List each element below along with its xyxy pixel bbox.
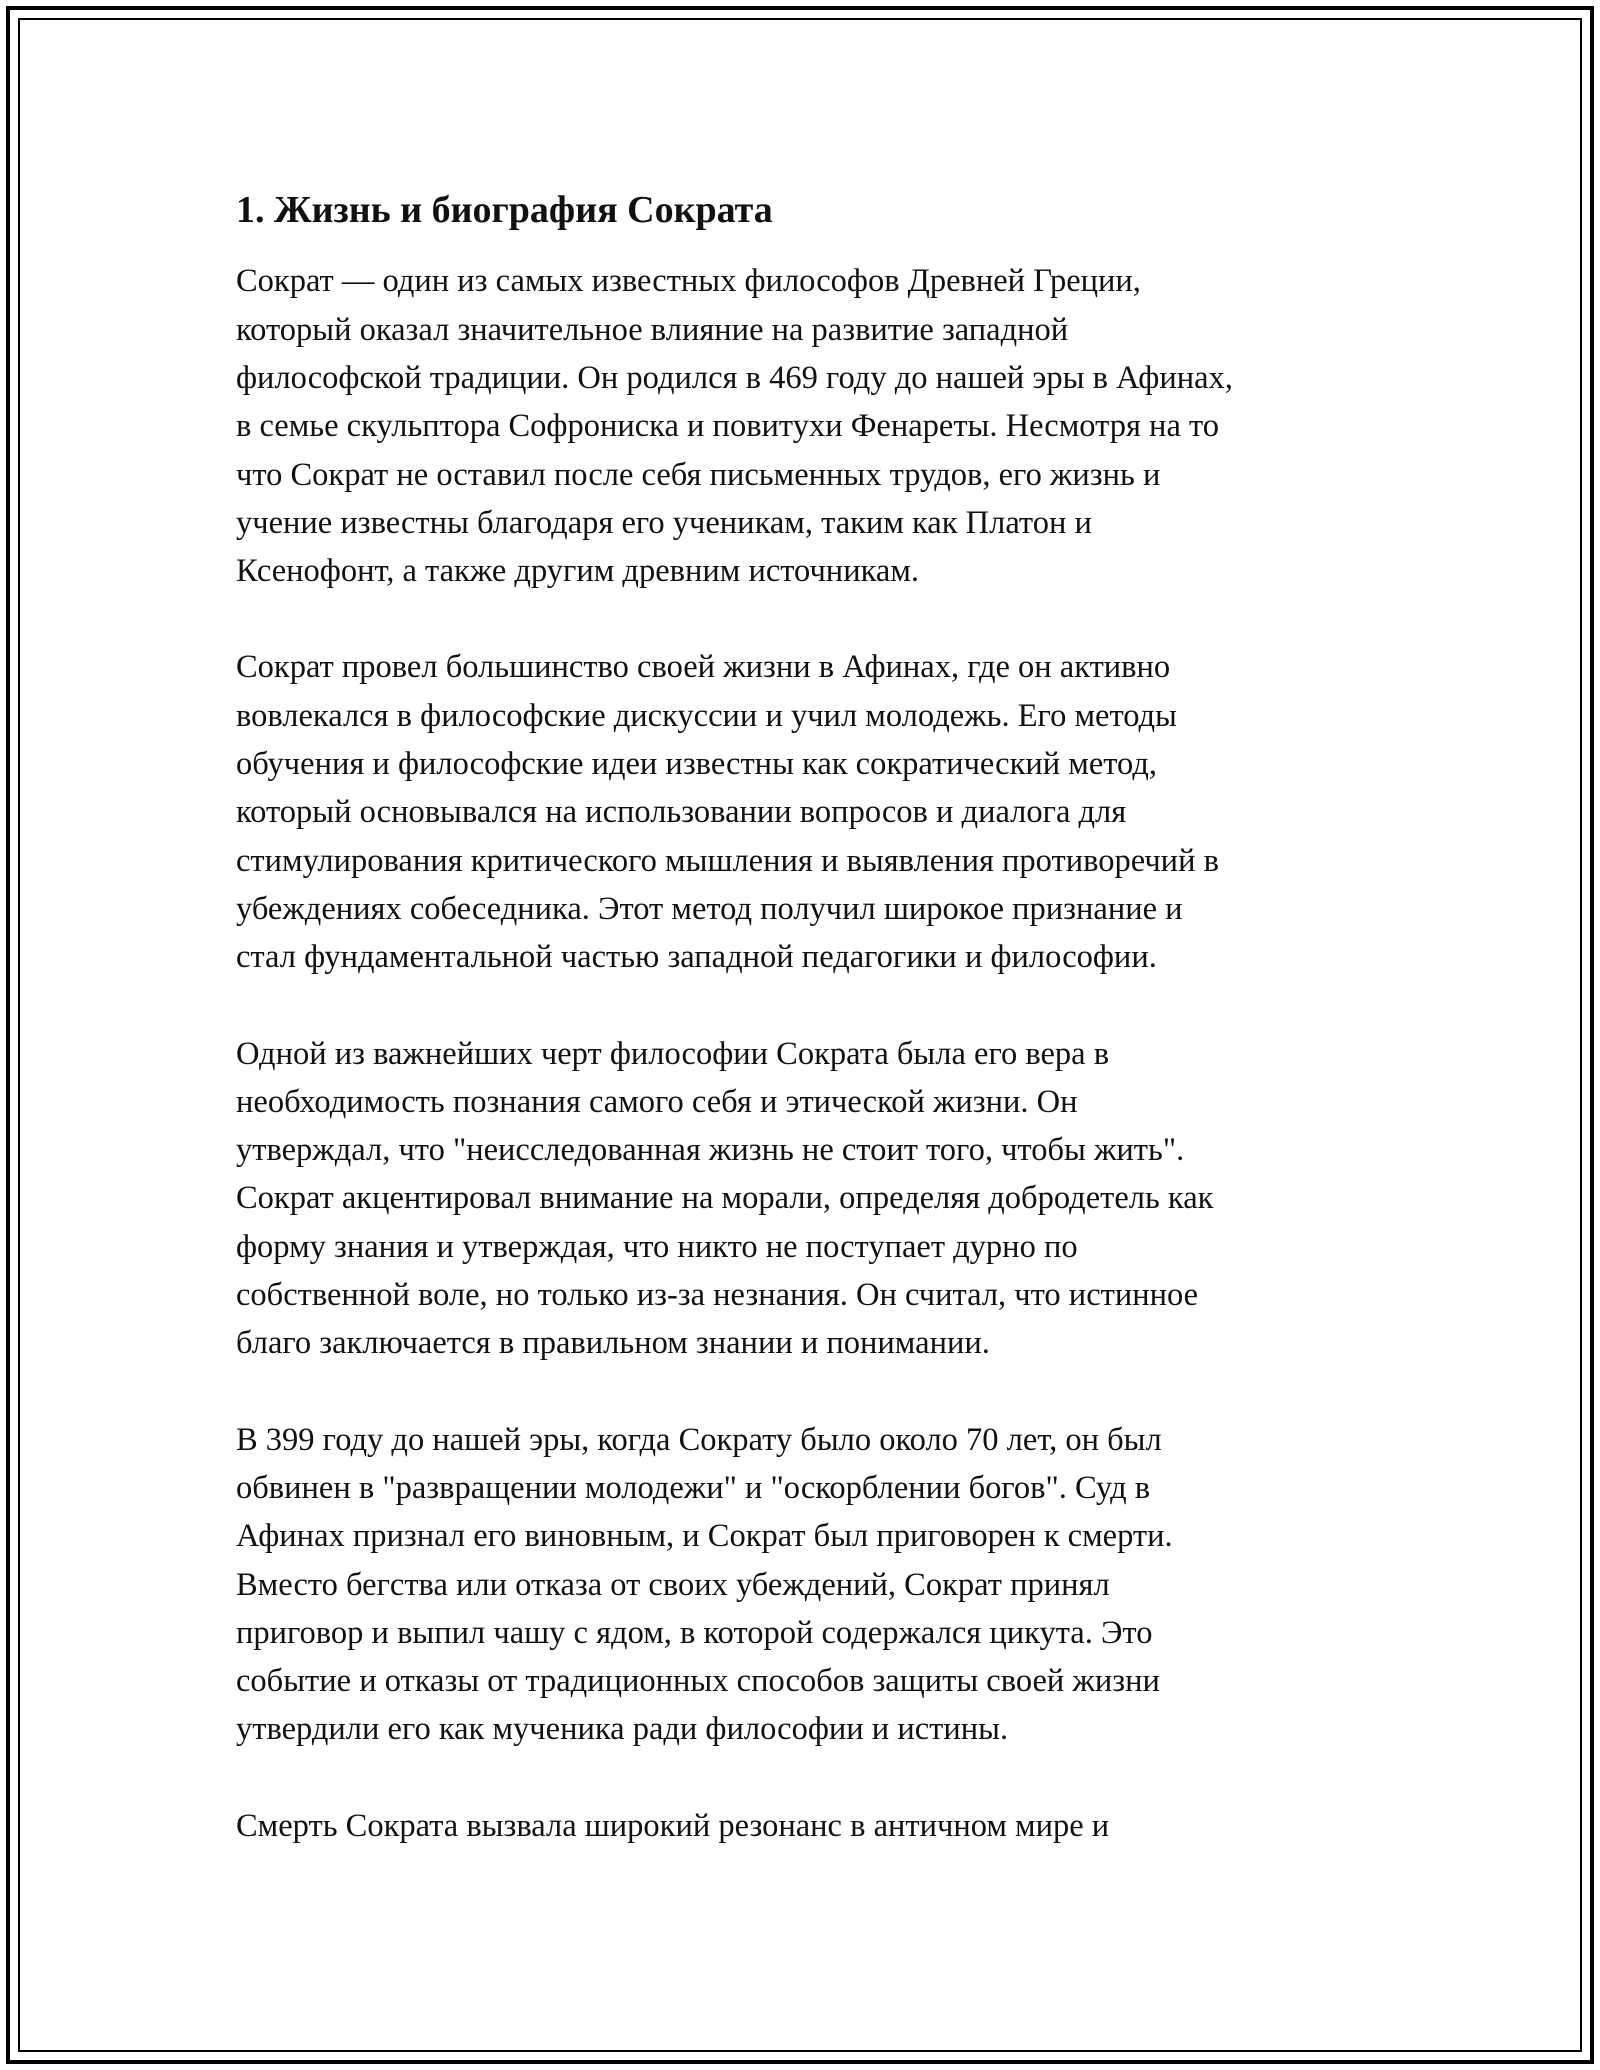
paragraph-4: В 399 году до нашей эры, когда Сократу было около 70 лет, он был обвинен в "развращении молодежи" и "оскорблении богов". Суд в Афинах признал его виновным, и Сократ был приговорен к смерти. Вместо бегства или отказа от своих убеждений, Сократ принял приговор и выпил чашу с ядом, в которой содержался цикута. Это событие и отказы от традиционных способов защиты своей жизни утвердили его как мученика ради философии и истины. bbox=[236, 1421, 1173, 1748]
paragraph-5: Смерть Сократа вызвала широкий резонанс в античном мире и bbox=[236, 1807, 1110, 1844]
paragraph-2: Сократ провел большинство своей жизни в Афинах, где он активно вовлекался в философские дискуссии и учил молодежь. Его методы обучения и философские идеи известны как сократический метод, который основывался на использовании вопросов и диалога для стимулирования критического мышления и выявления противоречий в убеждениях собеседника. Этот метод получил широкое признание и стал фундаментальной частью западной педагогики и философии. bbox=[236, 649, 1219, 976]
section-heading: 1. Жизнь и биография Сократа bbox=[236, 189, 773, 231]
paragraph-1: Сократ — один из самых известных философов Древней Греции, который оказал значительное влияние на развитие западной философской традиции. Он родился в 469 году до нашей эры в Афинах, в семье скульптора Софрониска и повитухи Фенареты. Несмотря на то что Сократ не оставил после себя письменных трудов, его жизнь и учение известны благодаря его ученикам, таким как Платон и Ксенофонт, а также другим древним источникам. bbox=[236, 263, 1233, 590]
paragraph-3: Одной из важнейших черт философии Сократа была его вера в необходимость познания самого себя и этической жизни. Он утверждал, что "неисследованная жизнь не стоит того, чтобы жить". Сократ акцентировал внимание на морали, определяя добродетель как форму знания и утверждая, что никто не поступает дурно по собственной воле, но только из-за незнания. Он считал, что истинное благо заключается в правильном знании и понимании. bbox=[236, 1035, 1214, 1362]
document-body bbox=[236, 186, 1386, 1850]
